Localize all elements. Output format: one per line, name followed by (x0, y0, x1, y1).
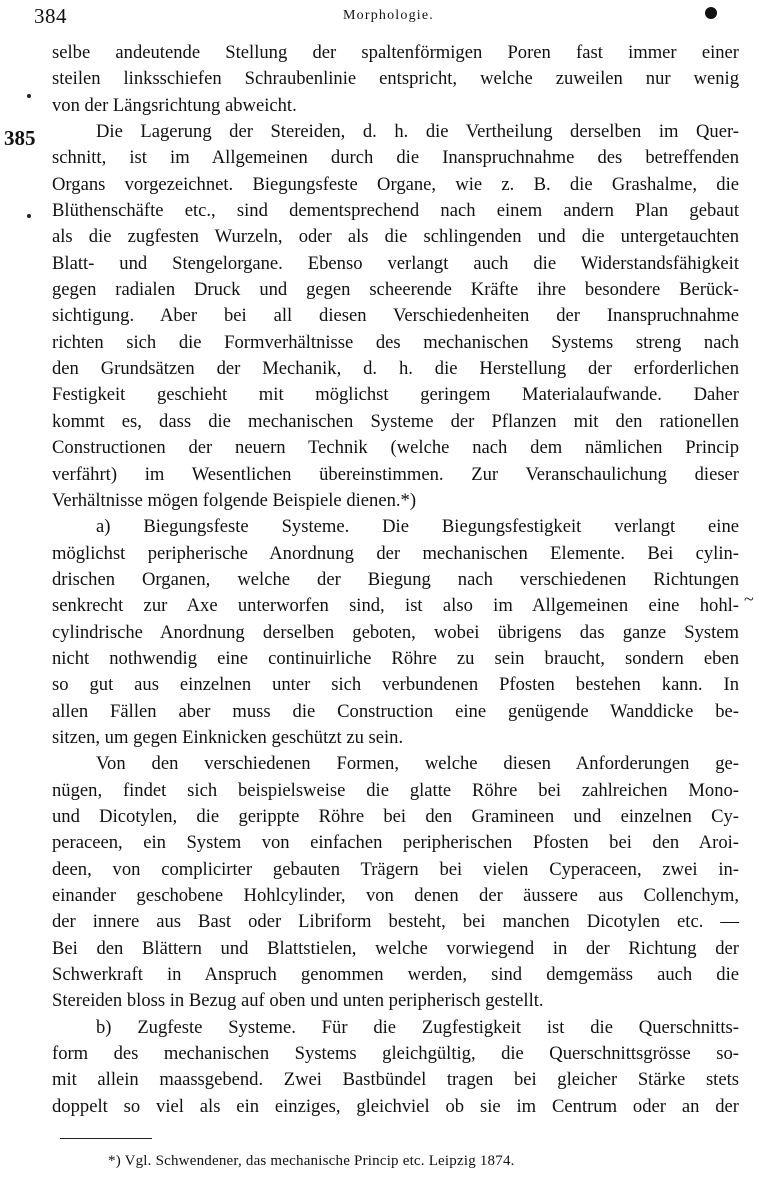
ink-dot-icon (705, 7, 717, 19)
text-line: peraceen, ein System von einfachen peripherischen Pfosten bei den Aroi- (52, 832, 739, 854)
text-line: nügen, findet sich beispielsweise die glatte Röhre bei zahlreichen Mono- (52, 779, 739, 801)
text-line: form des mechanischen Systems gleichgültig, die Querschnittsgrösse so- (52, 1043, 739, 1065)
text-line: senkrecht zur Axe unterworfen sind, ist also im Allgemeinen eine hohl- (52, 595, 739, 617)
text-line: Blüthenschäfte etc., sind dementsprechend nach einem andern Plan gebaut (52, 200, 739, 222)
text-line: Organs vorgezeichnet. Biegungsfeste Organe, wie z. B. die Grashalme, die (52, 173, 739, 195)
margin-speck-icon (27, 94, 31, 98)
text-line: nicht nothwendig eine continuirliche Röhre zu sein braucht, sondern eben (52, 647, 739, 669)
text-line: a) Biegungsfeste Systeme. Die Biegungsfestigkeit verlangt eine (96, 516, 739, 538)
text-line: verfährt) im Wesentlichen übereinstimmen. Zur Veranschaulichung dieser (52, 463, 739, 485)
text-line: Constructionen der neuern Technik (welche nach dem nämlichen Princip (52, 437, 739, 459)
text-line: der innere aus Bast oder Libriform besteht, bei manchen Dicotylen etc. — (52, 911, 739, 933)
text-line: sitzen, um gegen Einknicken geschützt zu sein. (52, 726, 404, 748)
text-line: Verhältnisse mögen folgende Beispiele dienen.*) (52, 489, 417, 511)
text-line: sichtigung. Aber bei all diesen Verschiedenheiten der Inanspruchnahme (52, 305, 739, 327)
text-line: drischen Organen, welche der Biegung nach verschiedenen Richtungen (52, 568, 739, 590)
text-line: Festigkeit geschieht mit möglichst geringem Materialaufwande. Daher (52, 384, 739, 406)
body-text (52, 40, 739, 1120)
text-line: von der Längsrichtung abweicht. (52, 94, 297, 116)
text-line: mit allein maassgebend. Zwei Bastbündel tragen bei gleicher Stärke stets (52, 1069, 739, 1091)
text-line: kommt es, dass die mechanischen Systeme der Pflanzen mit den rationellen (52, 410, 739, 432)
footnote-rule (60, 1138, 152, 1139)
text-line: doppelt so viel als ein einziges, gleichviel ob sie im Centrum oder an der (52, 1095, 739, 1117)
text-line: als die zugfesten Wurzeln, oder als die schlingenden und die untergetauchten (52, 226, 739, 248)
text-line: einander geschobene Hohlcylinder, von denen der äussere aus Collenchym, (52, 885, 739, 906)
margin-right-mark: ~ (744, 589, 754, 609)
page-header (0, 4, 759, 30)
text-line: selbe andeutende Stellung der spaltenförmigen Poren fast immer einer (52, 42, 739, 63)
text-line: allen Fällen aber muss die Construction eine genügende Wanddicke be- (52, 700, 739, 722)
page-number: 384 (34, 4, 67, 28)
text-line: Von den verschiedenen Formen, welche diesen Anforderungen ge- (96, 753, 739, 775)
text-line: und Dicotylen, die gerippte Röhre bei den Gramineen und einzelnen Cy- (52, 805, 739, 827)
text-line: b) Zugfeste Systeme. Für die Zugfestigkeit ist die Querschnitts- (96, 1016, 739, 1038)
text-line: gegen radialen Druck und gegen scheerende Kräfte ihre besondere Berück- (52, 279, 739, 301)
text-line: Bei den Blättern und Blattstielen, welche vorwiegend in der Richtung der (52, 937, 739, 959)
text-line: den Grundsätzen der Mechanik, d. h. die Herstellung der erforderlichen (52, 358, 739, 380)
text-line: cylindrische Anordnung derselben geboten, wobei übrigens das ganze System (52, 621, 739, 643)
running-head: Morphologie. (343, 8, 435, 23)
text-line: Schwerkraft in Anspruch genommen werden, sind demgemäss auch die (52, 964, 739, 986)
text-line: Stereiden bloss in Bezug auf oben und unten peripherisch gestellt. (52, 990, 544, 1012)
text-line: Die Lagerung der Stereiden, d. h. die Vertheilung derselben im Quer- (96, 121, 739, 143)
text-line: möglichst peripherische Anordnung der mechanischen Elemente. Bei cylin- (52, 542, 739, 564)
margin-section-number: 385 (4, 126, 36, 150)
text-line: so gut aus einzelnen unter sich verbundenen Pfosten bestehen kann. In (52, 674, 739, 696)
margin-speck-icon (27, 214, 31, 218)
text-line: richten sich die Formverhältnisse des mechanischen Systems streng nach (52, 331, 739, 353)
text-line: schnitt, ist im Allgemeinen durch die Inanspruchnahme des betreffenden (52, 147, 739, 169)
footnote: *) Vgl. Schwendener, das mechanische Princip etc. Leipzig 1874. (108, 1153, 515, 1169)
text-line: steilen linksschiefen Schraubenlinie entspricht, welche zuweilen nur wenig (52, 68, 739, 90)
text-line: Blatt- und Stengelorgane. Ebenso verlangt auch die Widerstandsfähigkeit (52, 252, 739, 274)
text-line: deen, von complicirter gebauten Trägern bei vielen Cyperaceen, zwei in- (52, 858, 739, 880)
